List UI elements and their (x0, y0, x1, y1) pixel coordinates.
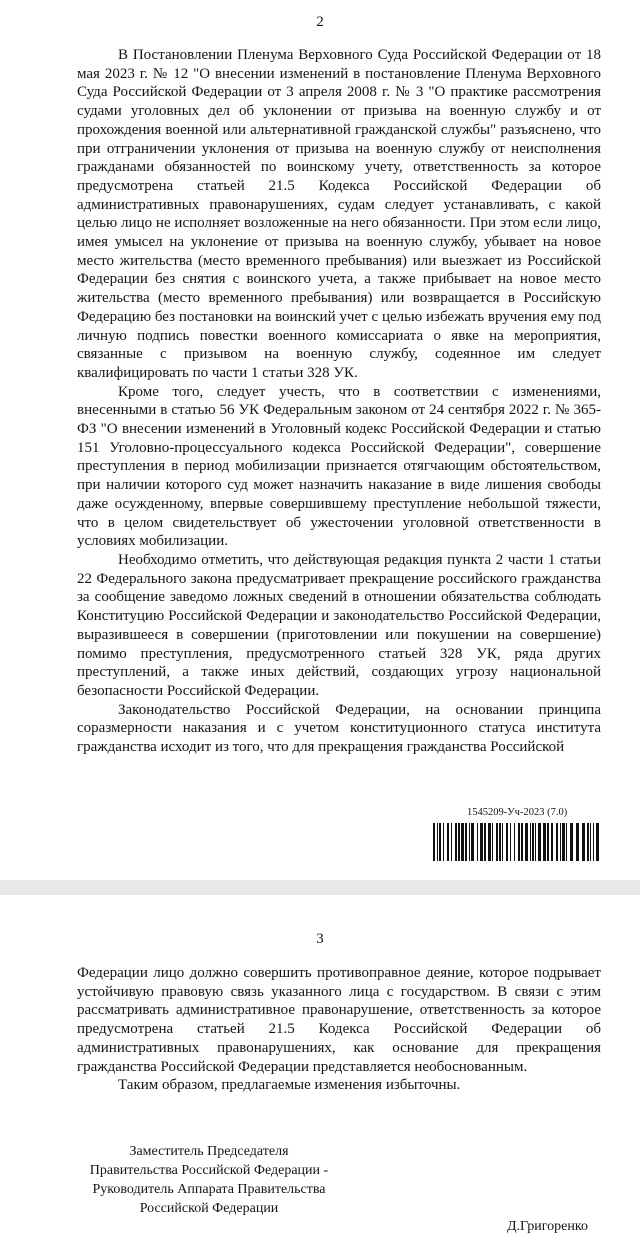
barcode-bar (502, 823, 503, 861)
barcode-bar (437, 823, 438, 861)
barcode-bar (530, 823, 531, 861)
barcode-bar (514, 823, 515, 861)
signatory-title-line: Российской Федерации (139, 1201, 279, 1216)
signatory-title-line: Заместитель Председателя (129, 1144, 289, 1159)
barcode-bar (506, 823, 508, 861)
barcode-bar (590, 823, 591, 861)
barcode-bar (582, 823, 585, 861)
barcode-bar (538, 823, 541, 861)
barcode-bar (484, 823, 486, 861)
page-number: 3 (316, 931, 324, 947)
barcode-bar (469, 823, 470, 861)
barcode-bar (443, 823, 444, 861)
barcode-bar (455, 823, 457, 861)
barcode-bar (596, 823, 599, 861)
barcode-bar (510, 823, 511, 861)
barcode-bar (532, 823, 534, 861)
paragraph: Федерации лицо должно совершить противоправное деяние, которое подрывает устойчивую правовую связь указанного лица с государством. В связи с этим рассматривать административное правонарушение, ответственность за которое предусмотрена статьей 21.5 Кодекса Российской Федерации об административных правонарушениях, как основание для прекращения гражданства Российской Федерации представляется необоснованным. (77, 965, 601, 1075)
barcode-bar (560, 823, 561, 861)
document-code: 1545209-Уч-2023 (7.0) (467, 807, 568, 818)
barcode-bar (439, 823, 441, 861)
paragraph: Необходимо отметить, что действующая редакция пункта 2 части 1 статьи 22 Федерального закона предусматривает прекращение российского гражданства за сообщение заведомо ложных сведений в отношении обязательства соблюдать Конституцию Российской Федерации и законодательство Российской Федерации, выразившееся в совершении (приготовлении или покушении на совершение) помимо преступления, предусмотренного статьей 328 УК, ряда других преступлений, а также иных действий, создающих угрозу национальной безопасности Российской Федерации. (77, 551, 601, 699)
barcode-bar (566, 823, 567, 861)
barcode-bar (451, 823, 452, 861)
barcode-bar (492, 823, 493, 861)
paragraph: Законодательство Российской Федерации, на основании принципа соразмерности наказания и с учетом конституционного статуса института гражданства исходит из того, что для прекращения гражданства Российской (77, 701, 601, 756)
signatory-title-line: Руководитель Аппарата Правительства (92, 1182, 326, 1197)
barcode-bar (525, 823, 528, 861)
barcode-bar (521, 823, 523, 861)
barcode-bar (576, 823, 579, 861)
barcode-bar (433, 823, 435, 861)
page-body (77, 46, 601, 757)
barcode-bar (496, 823, 498, 861)
barcode-bar (465, 823, 467, 861)
barcode-bar (488, 823, 491, 861)
barcode-bar (447, 823, 449, 861)
barcode-bar (518, 823, 520, 861)
barcode-bar (562, 823, 565, 861)
barcode-bar (480, 823, 483, 861)
page-number: 2 (316, 14, 324, 30)
signatory-title (64, 1142, 354, 1218)
barcode-bar (593, 823, 594, 861)
barcode-bar (587, 823, 589, 861)
page-body (77, 964, 601, 1095)
barcode-bar (477, 823, 478, 861)
barcode (433, 823, 601, 861)
barcode-bar (543, 823, 546, 861)
signatory-title-line: Правительства Российской Федерации - (89, 1163, 329, 1178)
barcode-bar (551, 823, 553, 861)
barcode-bar (458, 823, 460, 861)
signatory-name: Д.Григоренко (507, 1219, 588, 1234)
barcode-bar (461, 823, 464, 861)
barcode-bar (471, 823, 474, 861)
barcode-bar (570, 823, 573, 861)
paragraph: В Постановлении Пленума Верховного Суда Российской Федерации от 18 мая 2023 г. № 12 "О внесении изменений в постановление Пленума Верховного Суда Российской Федерации от 3 апреля 2008 г. № 3 "О практике рассмотрения судами уголовных дел об уклонении от призыва на военную службу и от прохождения военной или альтернативной гражданской службы" разъяснено, что при отграничении уклонения от призыва на военную службу от неисполнения гражданами обязанностей по воинскому учету, ответственность за которое предусмотрена статьей 21.5 Кодекса Российской Федерации об административных правонарушениях, судам следует устанавливать, с какой целью лицо не исполняет возложенные на него обязанности. При этом если лицо, имея умысел на уклонение от призыва на военную службу, убывает на новое место жительства (место временного пребывания) или выезжает из Российской Федерации без снятия с воинского учета, а также прибывает на новое место жительства (место временного пребывания) или возвращается в Российскую Федерацию без постановки на воинский учет с целью избежать вручения ему под личную подпись повестки военного комиссариата о явке на мероприятия, связанные с призывом на военную службу, содеянное им следует квалифицировать по части 1 статьи 328 УК. (77, 47, 601, 381)
barcode-bar (499, 823, 501, 861)
barcode-bar (535, 823, 536, 861)
paragraph: Таким образом, предлагаемые изменения избыточны. (118, 1077, 461, 1094)
barcode-bar (547, 823, 549, 861)
barcode-bar (556, 823, 558, 861)
paragraph: Кроме того, следует учесть, что в соответствии с изменениями, внесенными в статью 56 УК Федеральным законом от 24 сентября 2022 г. № 365-ФЗ "О внесении изменений в Уголовный кодекс Российской Федерации и статью 151 Уголовно-процессуального кодекса Российской Федерации", совершение преступления в период мобилизации признается отягчающим обстоятельством, при наличии которого суд может назначить наказание в виде лишения свободы даже осужденному, впервые совершившему преступление небольшой тяжести, что в целом свидетельствует об ужесточении уголовной ответственности в условиях мобилизации. (77, 383, 601, 550)
